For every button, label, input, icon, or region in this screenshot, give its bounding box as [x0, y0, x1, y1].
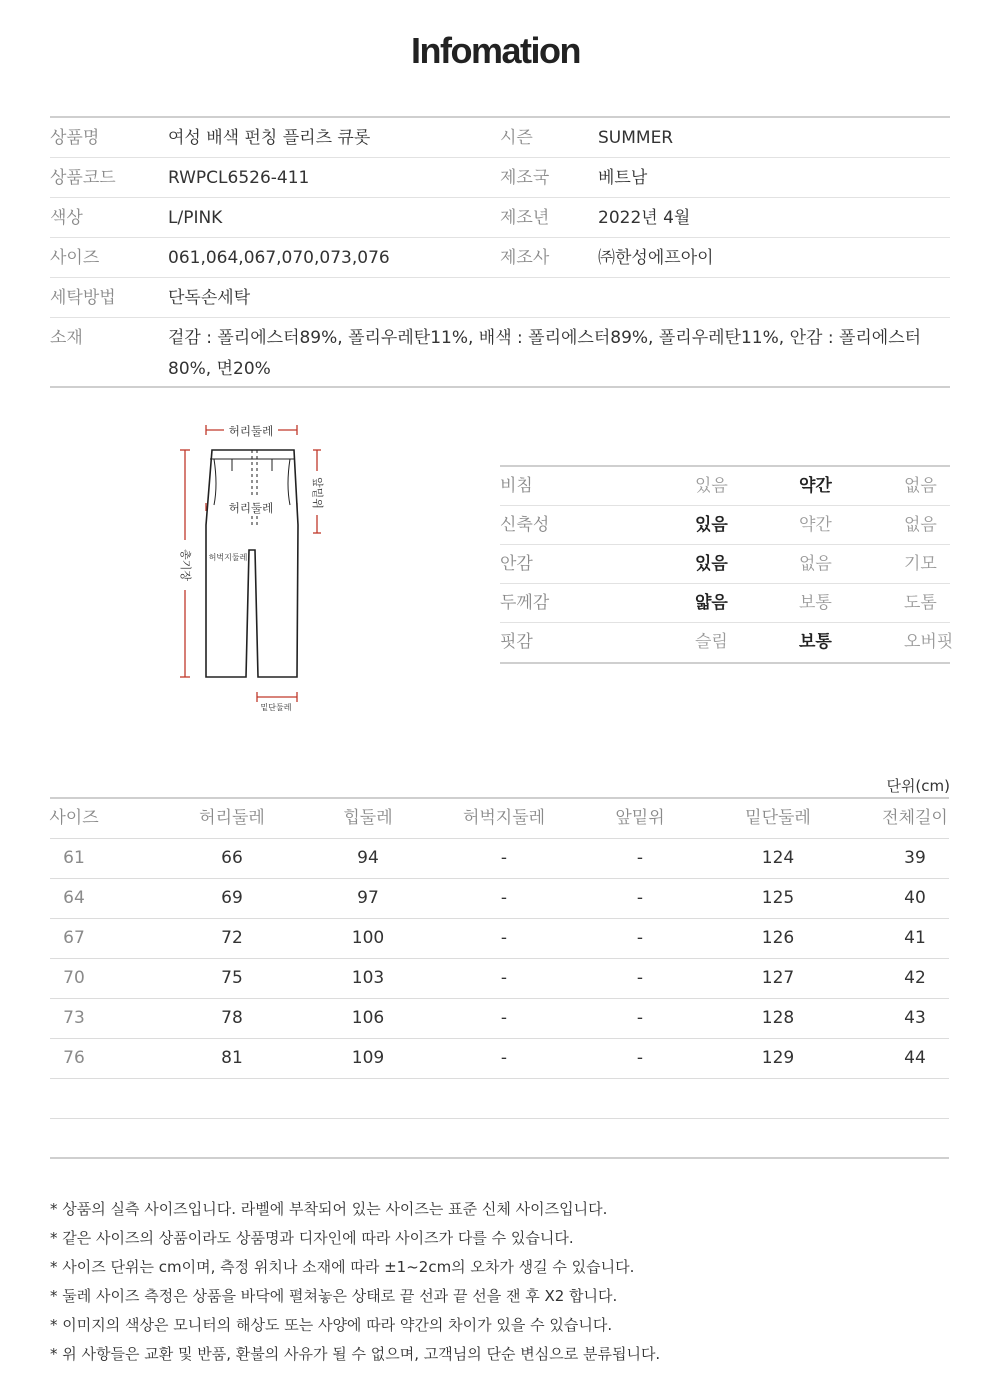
diagram-label-hem: 밑단둘레	[260, 703, 292, 712]
size-cell: -	[500, 848, 508, 868]
size-table-row	[50, 1119, 949, 1159]
size-cell: 97	[357, 888, 379, 908]
info-label: 색상	[50, 208, 83, 228]
size-table-row	[50, 919, 949, 959]
size-cell: 124	[761, 848, 795, 868]
size-cell: -	[636, 1008, 644, 1028]
size-cell: 128	[761, 1008, 795, 1028]
attr-option: 도톰	[904, 593, 937, 613]
info-value: RWPCL6526-411	[168, 168, 310, 188]
size-table-row	[50, 1039, 949, 1079]
size-cell: 127	[761, 968, 795, 988]
info-label: 제조국	[500, 168, 550, 188]
attr-option: 없음	[799, 554, 832, 574]
size-cell: 61	[63, 848, 85, 868]
size-cell: -	[500, 888, 508, 908]
info-value: SUMMER	[598, 128, 674, 148]
note-item: * 위 사항들은 교환 및 반품, 환불의 사유가 될 수 없으며, 고객님의 단순 변심으로 분류됩니다.	[50, 1345, 661, 1363]
column-header: 사이즈	[49, 808, 99, 828]
info-value: 베트남	[598, 168, 648, 188]
info-label: 상품코드	[50, 168, 116, 188]
info-label: 제조년	[500, 208, 550, 228]
size-cell: -	[636, 848, 644, 868]
size-table-header	[50, 799, 949, 839]
size-cell: 39	[904, 848, 926, 868]
attr-label: 신축성	[500, 515, 550, 535]
size-cell: -	[500, 1048, 508, 1068]
size-cell: 41	[904, 928, 926, 948]
size-cell: 76	[63, 1048, 85, 1068]
attr-row-fit	[500, 623, 954, 662]
info-value: 겉감 : 폴리에스터89%, 폴리우레탄11%, 배색 : 폴리에스터89%, 폴리우레탄11%, 안감 : 폴리에스터 80%, 면20%	[168, 328, 922, 379]
info-label: 세탁방법	[50, 288, 116, 308]
info-value: L/PINK	[168, 208, 223, 228]
attr-option: 없음	[904, 476, 937, 496]
attr-label: 안감	[500, 554, 533, 574]
size-cell: -	[500, 1008, 508, 1028]
size-cell: 64	[63, 888, 85, 908]
column-header: 앞밑위	[615, 808, 665, 828]
size-table-row	[50, 879, 949, 919]
attr-row-transparency	[500, 467, 950, 506]
size-cell: 125	[761, 888, 795, 908]
attr-option: 있음	[695, 476, 728, 496]
note-item: * 둘레 사이즈 측정은 상품을 바닥에 펼쳐놓은 상태로 끝 선과 끝 선을 잰 후 X2 합니다.	[50, 1287, 618, 1305]
attr-label: 비침	[500, 476, 533, 496]
size-table	[50, 797, 949, 1159]
attr-row-lining	[500, 545, 950, 584]
size-cell: 100	[351, 928, 385, 948]
column-header: 밑단둘레	[745, 808, 811, 828]
attr-option: 슬림	[695, 632, 728, 652]
column-header: 허벅지둘레	[462, 808, 546, 828]
size-table-row	[50, 999, 949, 1039]
size-cell: 103	[351, 968, 385, 988]
attr-option-selected: 약간	[799, 476, 832, 496]
size-cell: -	[500, 928, 508, 948]
size-cell: 40	[904, 888, 926, 908]
size-cell: 67	[63, 928, 85, 948]
attr-label: 핏감	[500, 632, 533, 652]
size-cell: -	[636, 928, 644, 948]
size-cell: 106	[351, 1008, 385, 1028]
attr-row-thickness	[500, 584, 950, 623]
attr-option: 약간	[799, 515, 832, 535]
column-header: 전체길이	[882, 808, 948, 828]
size-cell: 126	[761, 928, 795, 948]
attr-option-selected: 있음	[695, 554, 728, 574]
size-cell: 81	[221, 1048, 243, 1068]
info-label: 시즌	[500, 128, 533, 148]
size-cell: 42	[904, 968, 926, 988]
size-cell: 75	[221, 968, 243, 988]
info-value: 여성 배색 펀칭 플리츠 큐롯	[168, 128, 371, 148]
info-value: 061,064,067,070,073,076	[168, 248, 390, 268]
column-header: 허리둘레	[199, 808, 265, 828]
diagram-label-rise: 앞밑위	[311, 477, 324, 509]
info-row-color	[50, 198, 950, 238]
info-row-product-code	[50, 158, 950, 198]
size-cell: 94	[357, 848, 379, 868]
attr-option: 기모	[904, 554, 937, 574]
page-title: Infomation	[411, 30, 580, 71]
size-cell: 70	[63, 968, 85, 988]
attr-option-selected: 얇음	[695, 593, 728, 613]
size-cell: 129	[761, 1048, 795, 1068]
diagram-label-thigh: 허벅지둘레	[208, 553, 248, 562]
info-label: 제조사	[500, 248, 550, 268]
diagram-label-length: 총기장	[179, 549, 192, 581]
size-cell: -	[636, 888, 644, 908]
fabric-attributes-table	[500, 465, 954, 664]
info-row-size	[50, 238, 950, 278]
size-cell: 72	[221, 928, 243, 948]
info-row-material	[50, 318, 950, 386]
note-item: * 상품의 실측 사이즈입니다. 라벨에 부착되어 있는 사이즈는 표준 신체 사이즈입니다.	[50, 1200, 608, 1218]
attr-option: 없음	[904, 515, 937, 535]
info-label: 사이즈	[50, 248, 100, 268]
size-cell: 43	[904, 1008, 926, 1028]
size-table-row	[50, 959, 949, 999]
size-cell: -	[636, 1048, 644, 1068]
info-value: 단독손세탁	[168, 288, 251, 308]
size-cell: 69	[221, 888, 243, 908]
size-cell: 44	[904, 1048, 926, 1068]
size-cell: 78	[221, 1008, 243, 1028]
info-label: 상품명	[50, 128, 100, 148]
info-value: ㈜한성에프아이	[598, 248, 714, 268]
attr-label: 두께감	[500, 593, 550, 613]
size-cell: 66	[221, 848, 243, 868]
size-unit-label: 단위(cm)	[886, 777, 950, 795]
attr-option: 보통	[799, 593, 832, 613]
attr-option-selected: 보통	[799, 632, 832, 652]
notes-list	[50, 1195, 950, 1369]
info-label: 소재	[50, 328, 83, 348]
product-info-table	[50, 116, 950, 388]
info-row-washing	[50, 278, 950, 318]
diagram-label-waist-top: 허리둘레	[228, 424, 274, 438]
diagram-label-waist-mid: 허리둘레	[228, 501, 274, 515]
size-table-row	[50, 1079, 949, 1119]
note-item: * 이미지의 색상은 모니터의 해상도 또는 사양에 따라 약간의 차이가 있을 수 있습니다.	[50, 1316, 613, 1334]
column-header: 힙둘레	[343, 808, 393, 828]
info-value: 2022년 4월	[598, 208, 691, 228]
size-cell: 109	[351, 1048, 385, 1068]
attr-option-selected: 있음	[695, 515, 728, 535]
note-item: * 사이즈 단위는 cm이며, 측정 위치나 소재에 따라 ±1~2cm의 오차가 생길 수 있습니다.	[50, 1258, 635, 1276]
info-row-product-name	[50, 118, 950, 158]
size-cell: -	[636, 968, 644, 988]
attr-option: 오버핏	[904, 632, 954, 652]
size-cell: -	[500, 968, 508, 988]
size-cell: 73	[63, 1008, 85, 1028]
attr-row-stretch	[500, 506, 950, 545]
pants-measurement-diagram	[170, 415, 330, 720]
note-item: * 같은 사이즈의 상품이라도 상품명과 디자인에 따라 사이즈가 다를 수 있습니다.	[50, 1229, 574, 1247]
size-table-row	[50, 839, 949, 879]
